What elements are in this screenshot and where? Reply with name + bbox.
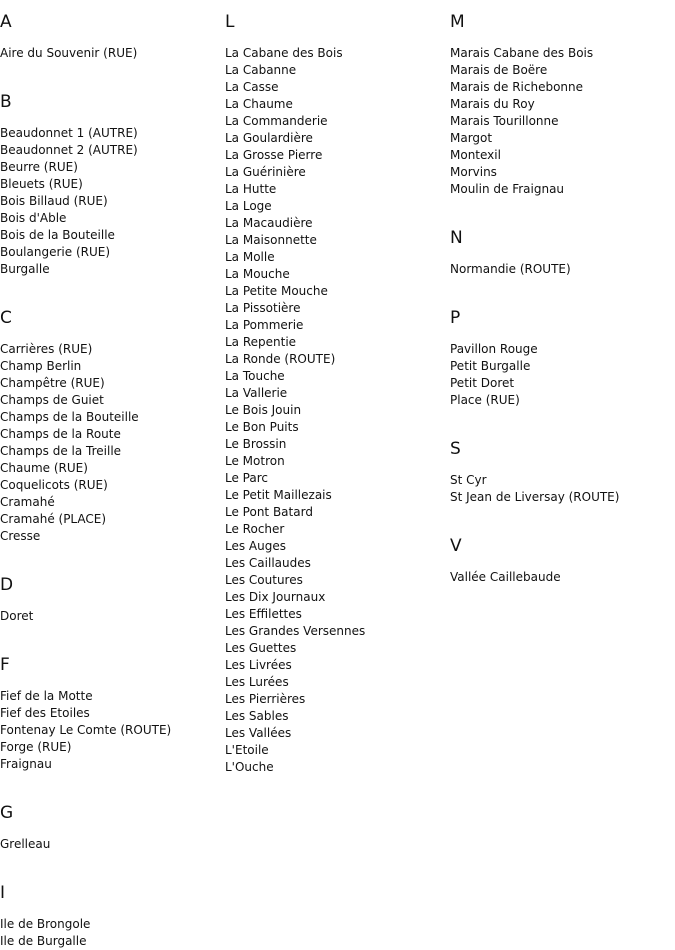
street-link[interactable]: Bois de la Bouteille xyxy=(0,228,115,242)
street-link[interactable]: La Grosse Pierre xyxy=(225,148,323,162)
street-link[interactable]: Les Sables xyxy=(225,709,289,723)
section-spacer xyxy=(0,62,222,80)
street-link[interactable]: Normandie (ROUTE) xyxy=(450,262,571,276)
letter-section-c xyxy=(0,308,222,545)
street-link[interactable]: Fraignau xyxy=(0,757,52,771)
letter-heading: B xyxy=(0,92,12,112)
street-list xyxy=(0,45,222,62)
street-link[interactable]: Place (RUE) xyxy=(450,393,520,407)
street-list xyxy=(0,125,222,278)
street-link[interactable]: Le Motron xyxy=(225,454,285,468)
street-link[interactable]: La Pommerie xyxy=(225,318,304,332)
letter-section-a xyxy=(0,12,222,62)
street-link[interactable]: Les Dix Journaux xyxy=(225,590,326,604)
street-list xyxy=(450,261,672,278)
street-link[interactable]: Aire du Souvenir (RUE) xyxy=(0,46,138,60)
street-list xyxy=(0,341,222,545)
letter-heading: A xyxy=(0,12,12,32)
section-spacer xyxy=(0,545,222,563)
street-link[interactable]: Montexil xyxy=(450,148,501,162)
street-link[interactable]: Grelleau xyxy=(0,837,51,851)
street-link[interactable]: La Hutte xyxy=(225,182,277,196)
street-link[interactable]: Beaudonnet 1 (AUTRE) xyxy=(0,126,138,140)
street-list xyxy=(0,916,222,950)
index-column-3 xyxy=(450,0,672,586)
letter-section-m xyxy=(450,12,672,198)
letter-heading: I xyxy=(0,883,6,903)
letter-section-v xyxy=(450,536,672,586)
section-spacer xyxy=(0,625,222,643)
street-link[interactable]: Le Bois Jouin xyxy=(225,403,302,417)
street-link[interactable]: Coquelicots (RUE) xyxy=(0,478,108,492)
letter-heading: D xyxy=(0,575,14,595)
letter-heading: L xyxy=(225,12,235,32)
street-link[interactable]: Les Vallées xyxy=(225,726,292,740)
street-link[interactable]: Le Brossin xyxy=(225,437,287,451)
street-link[interactable]: Les Grandes Versennes xyxy=(225,624,366,638)
letter-section-b xyxy=(0,92,222,278)
street-list xyxy=(450,472,672,506)
street-link[interactable]: La Chaume xyxy=(225,97,293,111)
street-link[interactable]: Le Petit Maillezais xyxy=(225,488,332,502)
section-spacer xyxy=(0,773,222,791)
street-list xyxy=(450,569,672,586)
street-link[interactable]: Morvins xyxy=(450,165,497,179)
letter-section-d xyxy=(0,575,222,625)
street-link[interactable]: La Repentie xyxy=(225,335,297,349)
section-spacer xyxy=(0,278,222,296)
street-link[interactable]: Les Coutures xyxy=(225,573,303,587)
street-link[interactable]: Champs de la Route xyxy=(0,427,121,441)
letter-heading: F xyxy=(0,655,10,675)
letter-section-s xyxy=(450,439,672,506)
street-list xyxy=(450,341,672,409)
street-link[interactable]: La Macaudière xyxy=(225,216,313,230)
street-link[interactable]: Marais Cabane des Bois xyxy=(450,46,594,60)
section-spacer xyxy=(450,198,672,216)
street-link[interactable]: Bois d'Able xyxy=(0,211,67,225)
letter-section-p xyxy=(450,308,672,409)
street-link[interactable]: La Goulardière xyxy=(225,131,313,145)
street-link[interactable]: Cresse xyxy=(0,529,41,543)
street-link[interactable]: Beaudonnet 2 (AUTRE) xyxy=(0,143,138,157)
street-link[interactable]: Marais Tourillonne xyxy=(450,114,559,128)
street-link[interactable]: La Maisonnette xyxy=(225,233,317,247)
street-link[interactable]: Doret xyxy=(0,609,34,623)
street-link[interactable]: Fief des Etoiles xyxy=(0,706,90,720)
street-link[interactable]: Vallée Caillebaude xyxy=(450,570,561,584)
street-link[interactable]: La Mouche xyxy=(225,267,290,281)
section-spacer xyxy=(450,409,672,427)
street-link[interactable]: La Petite Mouche xyxy=(225,284,328,298)
street-link[interactable]: Champs de la Treille xyxy=(0,444,122,458)
street-link[interactable]: La Loge xyxy=(225,199,272,213)
street-link[interactable]: La Casse xyxy=(225,80,279,94)
street-link[interactable]: Marais de Boëre xyxy=(450,63,548,77)
index-column-1 xyxy=(0,0,222,950)
street-link[interactable]: Champ Berlin xyxy=(0,359,82,373)
street-link[interactable]: Les Auges xyxy=(225,539,286,553)
street-list xyxy=(450,45,672,198)
letter-heading: S xyxy=(450,439,461,459)
street-link[interactable]: Fief de la Motte xyxy=(0,689,93,703)
street-link[interactable]: Le Pont Batard xyxy=(225,505,313,519)
letter-heading: P xyxy=(450,308,461,328)
street-link[interactable]: Margot xyxy=(450,131,493,145)
street-link[interactable]: Cramahé (PLACE) xyxy=(0,512,107,526)
street-link[interactable]: Bleuets (RUE) xyxy=(0,177,83,191)
letter-section-n xyxy=(450,228,672,278)
street-link[interactable]: Ile de Burgalle xyxy=(0,934,87,948)
section-spacer xyxy=(450,278,672,296)
street-link[interactable]: Fontenay Le Comte (ROUTE) xyxy=(0,723,172,737)
street-list xyxy=(0,688,222,773)
letter-heading: G xyxy=(0,803,14,823)
street-list xyxy=(0,608,222,625)
street-list xyxy=(225,45,447,776)
street-link[interactable]: Champêtre (RUE) xyxy=(0,376,105,390)
street-link[interactable]: La Cabane des Bois xyxy=(225,46,343,60)
street-list xyxy=(0,836,222,853)
street-link[interactable]: Le Rocher xyxy=(225,522,285,536)
letter-section-l xyxy=(225,12,447,776)
street-link[interactable]: L'Etoile xyxy=(225,743,269,757)
street-link[interactable]: Marais du Roy xyxy=(450,97,535,111)
street-link[interactable]: Pavillon Rouge xyxy=(450,342,538,356)
section-spacer xyxy=(0,853,222,871)
street-link[interactable]: Les Pierrières xyxy=(225,692,306,706)
street-link[interactable]: Beurre (RUE) xyxy=(0,160,78,174)
street-link[interactable]: Les Livrées xyxy=(225,658,292,672)
street-link[interactable]: La Cabanne xyxy=(225,63,297,77)
street-link[interactable]: Petit Doret xyxy=(450,376,515,390)
street-link[interactable]: Chaume (RUE) xyxy=(0,461,88,475)
section-spacer xyxy=(450,506,672,524)
letter-heading: C xyxy=(0,308,12,328)
street-link[interactable]: Carrières (RUE) xyxy=(0,342,93,356)
street-link[interactable]: Boulangerie (RUE) xyxy=(0,245,111,259)
street-link[interactable]: Burgalle xyxy=(0,262,50,276)
street-link[interactable]: Les Lurées xyxy=(225,675,289,689)
index-column-2 xyxy=(225,0,447,776)
street-link[interactable]: Forge (RUE) xyxy=(0,740,72,754)
street-link[interactable]: Bois Billaud (RUE) xyxy=(0,194,108,208)
street-link[interactable]: Les Effilettes xyxy=(225,607,302,621)
street-link[interactable]: La Molle xyxy=(225,250,275,264)
letter-section-f xyxy=(0,655,222,773)
street-link[interactable]: Marais de Richebonne xyxy=(450,80,584,94)
street-link[interactable]: La Commanderie xyxy=(225,114,328,128)
street-link[interactable]: St Cyr xyxy=(450,473,487,487)
street-link[interactable]: La Touche xyxy=(225,369,285,383)
street-link[interactable]: La Pissotière xyxy=(225,301,301,315)
street-link[interactable]: Petit Burgalle xyxy=(450,359,531,373)
letter-heading: V xyxy=(450,536,462,556)
street-link[interactable]: La Vallerie xyxy=(225,386,288,400)
street-link[interactable]: La Ronde (ROUTE) xyxy=(225,352,336,366)
street-link[interactable]: St Jean de Liversay (ROUTE) xyxy=(450,490,620,504)
street-link[interactable]: Le Parc xyxy=(225,471,268,485)
letter-section-g xyxy=(0,803,222,853)
street-link[interactable]: Les Caillaudes xyxy=(225,556,311,570)
street-link[interactable]: Moulin de Fraignau xyxy=(450,182,565,196)
street-link[interactable]: Champs de Guiet xyxy=(0,393,104,407)
letter-heading: N xyxy=(450,228,463,248)
letter-section-i xyxy=(0,883,222,950)
street-link[interactable]: Champs de la Bouteille xyxy=(0,410,139,424)
street-link[interactable]: Le Bon Puits xyxy=(225,420,299,434)
letter-heading: M xyxy=(450,12,465,32)
street-link[interactable]: L'Ouche xyxy=(225,760,274,774)
street-link[interactable]: La Guérinière xyxy=(225,165,306,179)
street-link[interactable]: Cramahé xyxy=(0,495,55,509)
street-link[interactable]: Ile de Brongole xyxy=(0,917,91,931)
street-link[interactable]: Les Guettes xyxy=(225,641,297,655)
